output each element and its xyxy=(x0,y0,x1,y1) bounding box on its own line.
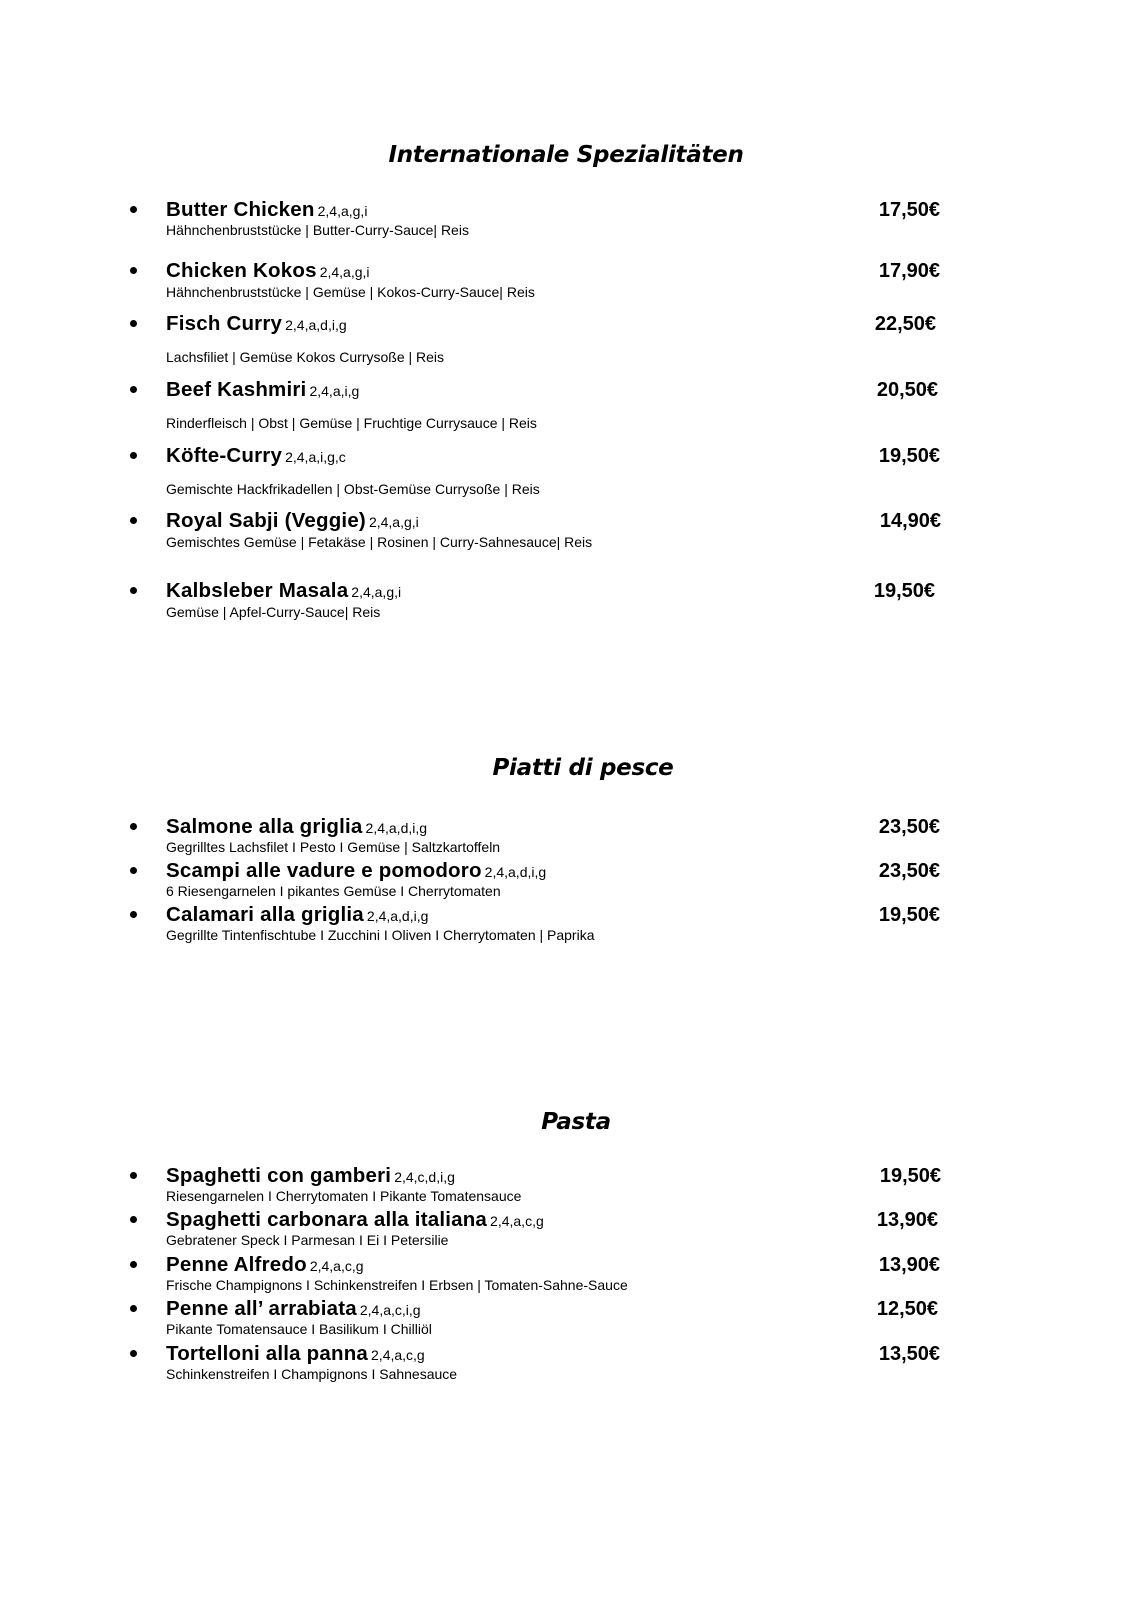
section-title-pasta: Pasta xyxy=(541,1109,611,1135)
dish-description: Rinderfleisch | Obst | Gemüse | Fruchtige Currysauce | Reis xyxy=(166,415,537,431)
dish-price: 19,50€ xyxy=(879,1165,941,1187)
allergen-codes: 2,4,a,d,i,g xyxy=(484,864,547,880)
dish-name: Spaghetti carbonara alla italiana xyxy=(166,1208,488,1231)
dish-price: 19,50€ xyxy=(878,904,940,926)
bullet-icon xyxy=(130,1261,137,1268)
dish-name: Fisch Curry xyxy=(166,312,283,335)
dish-price: 20,50€ xyxy=(876,379,938,401)
section-title-international: Internationale Spezialitäten xyxy=(388,142,744,168)
bullet-icon xyxy=(130,823,137,830)
section-title-fish: Piatti di pesce xyxy=(492,755,674,781)
dish-price: 13,90€ xyxy=(876,1209,938,1231)
allergen-codes: 2,4,a,c,i,g xyxy=(359,1302,421,1318)
dish-name: Penne Alfredo xyxy=(166,1253,307,1276)
bullet-icon xyxy=(130,517,137,524)
allergen-codes: 2,4,a,d,i,g xyxy=(285,317,347,333)
dish-description: Frische Champignons I Schinkenstreifen I Erbsen | Tomaten-Sahne-Sauce xyxy=(166,1277,628,1293)
dish-name: Butter Chicken xyxy=(166,198,315,221)
dish-name: Tortelloni alla panna xyxy=(166,1342,369,1365)
dish-price: 13,50€ xyxy=(878,1343,940,1365)
allergen-codes: 2,4,a,g,i xyxy=(319,264,370,280)
bullet-icon xyxy=(130,386,137,393)
dish-price: 19,50€ xyxy=(878,445,940,467)
dish-description: Gemüse | Apfel-Curry-Sauce| Reis xyxy=(166,604,381,620)
dish-name: Penne all’ arrabiata xyxy=(166,1297,357,1320)
bullet-icon xyxy=(130,1350,137,1357)
allergen-codes: 2,4,a,c,g xyxy=(490,1213,544,1229)
dish-description: Gemischtes Gemüse | Fetakäse | Rosinen | Curry-Sahnesauce| Reis xyxy=(166,534,593,550)
dish-price: 17,90€ xyxy=(878,260,940,282)
dish-description: Gegrillte Tintenfischtube I Zucchini I Oliven I Cherrytomaten | Paprika xyxy=(166,927,595,943)
dish-name: Spaghetti con gamberi xyxy=(166,1164,392,1187)
dish-description: Lachsfiliet | Gemüse Kokos Currysoße | Reis xyxy=(166,349,445,365)
allergen-codes: 2,4,a,d,i,g xyxy=(365,820,428,836)
dish-price: 13,90€ xyxy=(878,1254,940,1276)
dish-price: 23,50€ xyxy=(878,860,940,882)
dish-price: 12,50€ xyxy=(876,1298,938,1320)
dish-price: 19,50€ xyxy=(873,580,935,602)
allergen-codes: 2,4,a,c,g xyxy=(309,1258,364,1274)
dish-description: 6 Riesengarnelen I pikantes Gemüse I Cherrytomaten xyxy=(166,883,501,899)
dish-name: Salmone alla griglia xyxy=(166,815,363,838)
bullet-icon xyxy=(130,867,137,874)
allergen-codes: 2,4,a,i,g xyxy=(309,383,360,399)
dish-description: Pikante Tomatensauce I Basilikum I Chilliöl xyxy=(166,1321,432,1337)
bullet-icon xyxy=(130,206,137,213)
dish-description: Hähnchenbruststücke | Gemüse | Kokos-Curry-Sauce| Reis xyxy=(166,284,535,300)
allergen-codes: 2,4,a,c,g xyxy=(371,1347,425,1363)
bullet-icon xyxy=(130,452,137,459)
dish-name: Köfte-Curry xyxy=(166,444,283,467)
dish-price: 17,50€ xyxy=(878,199,940,221)
dish-name: Scampi alle vadure e pomodoro xyxy=(166,859,482,882)
dish-name: Calamari alla griglia xyxy=(166,903,364,926)
dish-description: Gemischte Hackfrikadellen | Obst-Gemüse Currysoße | Reis xyxy=(166,481,540,497)
dish-name: Beef Kashmiri xyxy=(166,378,307,401)
allergen-codes: 2,4,a,g,i xyxy=(368,514,419,530)
dish-description: Schinkenstreifen I Champignons I Sahnesauce xyxy=(166,1366,458,1382)
dish-name: Chicken Kokos xyxy=(166,259,317,282)
allergen-codes: 2,4,a,d,i,g xyxy=(366,908,429,924)
dish-description: Gebratener Speck I Parmesan I Ei I Petersilie xyxy=(166,1232,449,1248)
bullet-icon xyxy=(130,911,137,918)
bullet-icon xyxy=(130,267,137,274)
dish-description: Gegrilltes Lachsfilet I Pesto I Gemüse | Saltzkartoffeln xyxy=(166,839,501,855)
allergen-codes: 2,4,a,g,i xyxy=(351,584,402,600)
bullet-icon xyxy=(130,587,137,594)
bullet-icon xyxy=(130,1172,137,1179)
allergen-codes: 2,4,c,d,i,g xyxy=(394,1169,455,1185)
dish-price: 23,50€ xyxy=(878,816,940,838)
allergen-codes: 2,4,a,g,i xyxy=(317,203,368,219)
dish-name: Kalbsleber Masala xyxy=(166,579,349,602)
bullet-icon xyxy=(130,1216,137,1223)
dish-price: 22,50€ xyxy=(874,313,936,335)
bullet-icon xyxy=(130,320,137,327)
bullet-icon xyxy=(130,1305,137,1312)
dish-description: Hähnchenbruststücke | Butter-Curry-Sauce| Reis xyxy=(166,222,469,238)
allergen-codes: 2,4,a,i,g,c xyxy=(285,449,346,465)
dish-description: Riesengarnelen I Cherrytomaten I Pikante Tomatensauce xyxy=(166,1188,522,1204)
dish-price: 14,90€ xyxy=(879,510,941,532)
dish-name: Royal Sabji (Veggie) xyxy=(166,509,366,532)
